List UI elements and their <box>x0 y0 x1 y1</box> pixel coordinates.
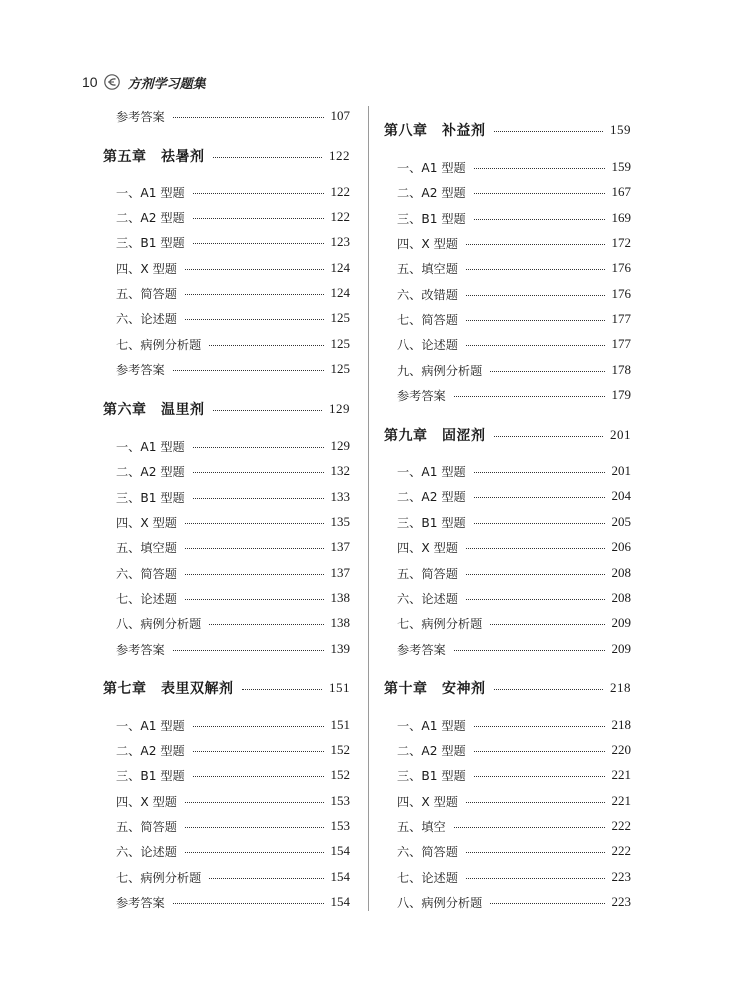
entry-label: 六、论述题 <box>116 844 177 859</box>
entry-label: 参考答案 <box>397 388 446 403</box>
entry-label: 六、简答题 <box>397 844 458 859</box>
page-number-ref: 221 <box>611 793 631 808</box>
page-number-ref: 135 <box>330 514 350 529</box>
page-number-ref: 177 <box>611 311 631 326</box>
page-number-ref: 132 <box>330 463 350 478</box>
page-number-ref: 206 <box>611 539 631 554</box>
dot-leader <box>466 599 605 600</box>
dot-leader <box>213 410 323 411</box>
page-number-ref: 176 <box>611 260 631 275</box>
entry-label: 参考答案 <box>116 642 165 657</box>
entry-label: 二、A2 型题 <box>116 743 185 758</box>
toc-entry <box>116 460 350 482</box>
toc-entry <box>116 231 350 253</box>
page-header <box>82 71 206 93</box>
toc-entry <box>116 840 350 862</box>
toc-entry <box>397 207 631 229</box>
page-number-ref: 133 <box>330 489 350 504</box>
entry-label: 一、A1 型题 <box>116 718 185 733</box>
dot-leader <box>466 320 605 321</box>
page-number-ref: 154 <box>330 869 350 884</box>
page-number-ref: 151 <box>330 717 350 732</box>
toc-entry <box>397 612 631 634</box>
dot-leader <box>474 193 605 194</box>
page-number-ref: 122 <box>330 184 350 199</box>
toc-entry <box>397 333 631 355</box>
entry-label: 七、论述题 <box>397 870 458 885</box>
entry-label: 参考答案 <box>116 362 165 377</box>
page-number-ref: 205 <box>611 514 631 529</box>
entry-label: 四、X 型题 <box>116 515 177 530</box>
dot-leader <box>490 624 604 625</box>
toc-entry <box>397 562 631 584</box>
toc-entry <box>397 891 631 913</box>
dot-leader <box>490 371 604 372</box>
dot-leader <box>185 548 324 549</box>
toc-chapter-entry <box>103 398 350 420</box>
page-number-ref: 153 <box>330 818 350 833</box>
page-number-ref: 122 <box>330 209 350 224</box>
dot-leader <box>193 776 324 777</box>
entry-label: 八、病例分析题 <box>116 616 202 631</box>
page-number-ref: 151 <box>329 680 350 695</box>
page-number-ref: 221 <box>611 767 631 782</box>
toc-entry <box>116 866 350 888</box>
page-number-ref: 152 <box>330 767 350 782</box>
page-number-ref: 123 <box>330 234 350 249</box>
toc-entry <box>397 485 631 507</box>
toc-entry <box>116 181 350 203</box>
page-number-ref: 169 <box>611 210 631 225</box>
dot-leader <box>454 827 605 828</box>
toc-entry <box>116 257 350 279</box>
entry-label: 四、X 型题 <box>116 261 177 276</box>
entry-label: 三、B1 型题 <box>116 768 185 783</box>
page-number-ref: 154 <box>330 843 350 858</box>
dot-leader <box>209 624 323 625</box>
toc-entry <box>116 105 350 127</box>
toc-entry <box>116 790 350 812</box>
toc-entry <box>397 257 631 279</box>
dot-leader <box>213 157 323 158</box>
page-number-ref: 223 <box>611 894 631 909</box>
page-number-ref: 122 <box>329 148 350 163</box>
toc-entry <box>397 638 631 660</box>
page-number-ref: 107 <box>330 108 350 123</box>
page-number-ref: 176 <box>611 286 631 301</box>
toc-entry <box>116 891 350 913</box>
entry-label: 七、病例分析题 <box>116 870 202 885</box>
entry-label: 五、填空题 <box>397 261 458 276</box>
entry-label: 一、A1 型题 <box>116 439 185 454</box>
page-number-ref: 209 <box>611 615 631 630</box>
entry-label: 五、简答题 <box>116 819 177 834</box>
entry-label: 参考答案 <box>116 109 165 124</box>
entry-label: 四、X 型题 <box>397 236 458 251</box>
toc-entry <box>116 739 350 761</box>
toc-entry <box>116 587 350 609</box>
entry-label: 八、论述题 <box>397 337 458 352</box>
toc-entry <box>116 282 350 304</box>
page-number-ref: 201 <box>610 427 631 442</box>
entry-label: 四、X 型题 <box>116 794 177 809</box>
page-number-ref: 222 <box>611 843 631 858</box>
page-number-ref: 138 <box>330 590 350 605</box>
entry-label: 二、A2 型题 <box>397 743 466 758</box>
chapter-title: 第十章 安神剂 <box>384 681 486 697</box>
page-number-ref: 218 <box>611 717 631 732</box>
page-number-ref: 138 <box>330 615 350 630</box>
entry-label: 三、B1 型题 <box>116 235 185 250</box>
entry-label: 九、病例分析题 <box>397 363 483 378</box>
entry-label: 六、改错题 <box>397 287 458 302</box>
toc-entry <box>116 612 350 634</box>
dot-leader <box>185 852 324 853</box>
page-number-ref: 125 <box>330 336 350 351</box>
entry-label: 参考答案 <box>116 895 165 910</box>
toc-entry <box>397 790 631 812</box>
dot-leader <box>185 523 324 524</box>
dot-leader <box>193 193 324 194</box>
dot-leader <box>185 294 324 295</box>
dot-leader <box>466 548 605 549</box>
dot-leader <box>466 295 605 296</box>
dot-leader <box>193 243 324 244</box>
dot-leader <box>193 751 324 752</box>
toc-entry <box>116 333 350 355</box>
dot-leader <box>474 726 605 727</box>
toc-entry <box>116 307 350 329</box>
toc-chapter-entry <box>384 677 631 699</box>
dot-leader <box>193 472 324 473</box>
toc-entry <box>397 384 631 406</box>
page-number-ref: 154 <box>330 894 350 909</box>
dot-leader <box>185 599 324 600</box>
page-number-ref: 153 <box>330 793 350 808</box>
dot-leader <box>466 878 605 879</box>
dot-leader <box>474 523 605 524</box>
entry-label: 二、A2 型题 <box>397 185 466 200</box>
page-number-ref: 125 <box>330 361 350 376</box>
page-number-ref: 137 <box>330 539 350 554</box>
page-number-ref: 159 <box>611 159 631 174</box>
chapter-title: 第六章 温里剂 <box>103 402 205 418</box>
dot-leader <box>185 827 324 828</box>
dot-leader <box>466 269 605 270</box>
page-number-ref: 204 <box>611 488 631 503</box>
dot-leader <box>193 447 324 448</box>
entry-label: 七、病例分析题 <box>116 337 202 352</box>
entry-label: 三、B1 型题 <box>397 211 466 226</box>
page-number-ref: 223 <box>611 869 631 884</box>
entry-label: 三、B1 型题 <box>397 515 466 530</box>
entry-label: 一、A1 型题 <box>116 185 185 200</box>
entry-label: 三、B1 型题 <box>397 768 466 783</box>
book-logo-icon <box>104 74 120 90</box>
page-number-ref: 129 <box>330 438 350 453</box>
dot-leader <box>474 776 605 777</box>
toc-entry <box>397 587 631 609</box>
page-number-ref: 201 <box>611 463 631 478</box>
page-number-ref: 124 <box>330 260 350 275</box>
dot-leader <box>454 396 605 397</box>
dot-leader <box>185 802 324 803</box>
page-number-ref: 172 <box>611 235 631 250</box>
entry-label: 二、A2 型题 <box>116 464 185 479</box>
chapter-title: 第八章 补益剂 <box>384 123 486 139</box>
entry-label: 一、A1 型题 <box>397 464 466 479</box>
chapter-title: 第九章 固涩剂 <box>384 428 486 444</box>
toc-entry <box>116 536 350 558</box>
entry-label: 一、A1 型题 <box>397 160 466 175</box>
dot-leader <box>185 319 324 320</box>
dot-leader <box>474 472 605 473</box>
page-number-ref: 137 <box>330 565 350 580</box>
toc-entry <box>397 359 631 381</box>
dot-leader <box>193 498 324 499</box>
toc-entry <box>397 511 631 533</box>
entry-label: 七、病例分析题 <box>397 616 483 631</box>
page-number-ref: 125 <box>330 310 350 325</box>
dot-leader <box>466 244 605 245</box>
page-number-ref: 124 <box>330 285 350 300</box>
entry-label: 五、简答题 <box>397 566 458 581</box>
toc-entry <box>116 562 350 584</box>
toc-entry <box>397 764 631 786</box>
toc-entry <box>116 435 350 457</box>
dot-leader <box>173 903 324 904</box>
dot-leader <box>173 650 324 651</box>
toc-chapter-entry <box>384 424 631 446</box>
dot-leader <box>494 131 604 132</box>
page-number-ref: 152 <box>330 742 350 757</box>
page-number-ref: 177 <box>611 336 631 351</box>
toc-entry <box>116 764 350 786</box>
entry-label: 四、X 型题 <box>397 794 458 809</box>
dot-leader <box>466 574 605 575</box>
toc-entry <box>116 815 350 837</box>
page-number-ref: 129 <box>329 401 350 416</box>
chapter-title: 第五章 祛暑剂 <box>103 149 205 165</box>
toc-entry <box>397 283 631 305</box>
entry-label: 六、简答题 <box>116 566 177 581</box>
toc-entry <box>116 486 350 508</box>
page-number-ref: 220 <box>611 742 631 757</box>
toc-entry <box>397 181 631 203</box>
dot-leader <box>466 802 605 803</box>
dot-leader <box>242 689 323 690</box>
toc-entry <box>397 840 631 862</box>
toc-entry <box>397 308 631 330</box>
toc-chapter-entry <box>103 677 350 699</box>
column-divider <box>368 106 369 911</box>
entry-label: 一、A1 型题 <box>397 718 466 733</box>
entry-label: 五、填空 <box>397 819 446 834</box>
entry-label: 七、论述题 <box>116 591 177 606</box>
page-number-ref: 222 <box>611 818 631 833</box>
dot-leader <box>474 751 605 752</box>
entry-label: 三、B1 型题 <box>116 490 185 505</box>
toc-entry <box>116 714 350 736</box>
dot-leader <box>209 878 323 879</box>
entry-label: 六、论述题 <box>116 311 177 326</box>
toc-entry <box>116 638 350 660</box>
dot-leader <box>173 370 324 371</box>
dot-leader <box>474 168 605 169</box>
dot-leader <box>490 903 604 904</box>
toc-chapter-entry <box>103 145 350 167</box>
page-number-ref: 208 <box>611 565 631 580</box>
toc-entry <box>397 739 631 761</box>
dot-leader <box>466 852 605 853</box>
dot-leader <box>185 574 324 575</box>
dot-leader <box>173 117 324 118</box>
toc-entry <box>397 866 631 888</box>
toc-entry <box>397 714 631 736</box>
page-number-ref: 159 <box>610 122 631 137</box>
page-number-ref: 167 <box>611 184 631 199</box>
toc-entry <box>397 536 631 558</box>
entry-label: 五、简答题 <box>116 286 177 301</box>
entry-label: 五、填空题 <box>116 540 177 555</box>
page-number-ref: 178 <box>611 362 631 377</box>
toc-entry <box>397 156 631 178</box>
dot-leader <box>494 689 604 690</box>
dot-leader <box>193 726 324 727</box>
dot-leader <box>474 497 605 498</box>
entry-label: 四、X 型题 <box>397 540 458 555</box>
entry-label: 二、A2 型题 <box>116 210 185 225</box>
dot-leader <box>474 219 605 220</box>
dot-leader <box>193 218 324 219</box>
page-number-ref: 209 <box>611 641 631 656</box>
toc-entry <box>116 511 350 533</box>
toc-chapter-entry <box>384 119 631 141</box>
page-number-ref: 218 <box>610 680 631 695</box>
page-number-ref: 139 <box>330 641 350 656</box>
dot-leader <box>185 269 324 270</box>
entry-label: 七、简答题 <box>397 312 458 327</box>
entry-label: 参考答案 <box>397 642 446 657</box>
toc-entry <box>397 815 631 837</box>
entry-label: 八、病例分析题 <box>397 895 483 910</box>
book-title: 方剂学习题集 <box>127 76 206 92</box>
dot-leader <box>209 345 323 346</box>
chapter-title: 第七章 表里双解剂 <box>103 681 234 697</box>
dot-leader <box>454 650 605 651</box>
toc-entry <box>397 460 631 482</box>
dot-leader <box>466 345 605 346</box>
page-number: 10 <box>82 74 98 90</box>
page-number-ref: 208 <box>611 590 631 605</box>
dot-leader <box>494 436 604 437</box>
toc-entry <box>397 232 631 254</box>
toc-entry <box>116 206 350 228</box>
page-number-ref: 179 <box>611 387 631 402</box>
toc-entry <box>116 358 350 380</box>
entry-label: 六、论述题 <box>397 591 458 606</box>
entry-label: 二、A2 型题 <box>397 489 466 504</box>
